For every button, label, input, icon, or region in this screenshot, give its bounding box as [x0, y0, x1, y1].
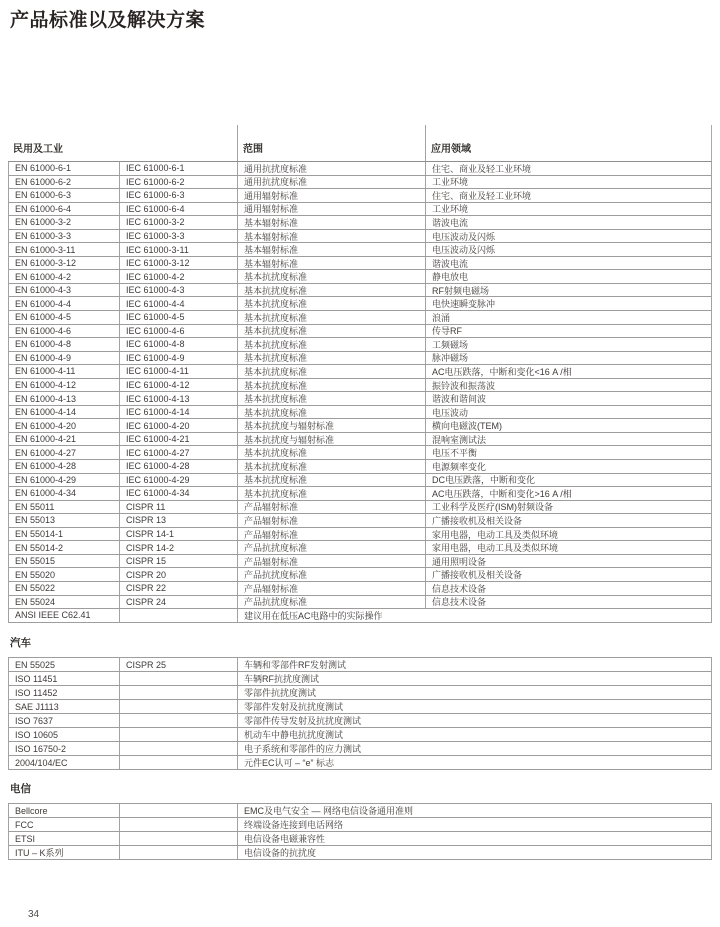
header-application-area: 应用领域	[425, 125, 711, 161]
table-row	[9, 257, 711, 271]
cell-en-standard: EN 61000-4-4	[15, 298, 72, 309]
section-label-telecom: 电信	[10, 783, 31, 795]
cell-scope: 基本辐射标准	[237, 230, 425, 243]
table-row	[9, 446, 711, 460]
table-row	[9, 474, 711, 488]
cell-en-standard: EN 61000-4-27	[15, 447, 77, 458]
table-row	[9, 203, 711, 217]
page-title: 产品标准以及解决方案	[10, 10, 206, 31]
table-row	[9, 582, 711, 596]
cell-iec-standard: IEC 61000-4-11	[119, 365, 237, 378]
cell-en-standard: EN 61000-6-1	[15, 163, 72, 174]
cell-en-standard: EN 61000-4-14	[15, 407, 77, 418]
cell-standard-alt	[119, 714, 237, 727]
cell-scope: 基本抗扰度标准	[237, 311, 425, 324]
cell-standard: FCC	[15, 819, 34, 830]
cell-standard: Bellcore	[15, 805, 48, 816]
cell-iec-standard: IEC 61000-6-3	[119, 189, 237, 202]
cell-en-standard: EN 61000-4-9	[15, 352, 72, 363]
table-row	[9, 419, 711, 433]
cell-en-standard: EN 55013	[15, 515, 56, 526]
cell-en-standard: EN 55014-2	[15, 542, 64, 553]
cell-iec-standard: IEC 61000-4-4	[119, 297, 237, 310]
table-row	[9, 568, 711, 582]
cell-standard: 2004/104/EC	[15, 757, 68, 768]
cell-en-standard: EN 61000-4-34	[15, 488, 77, 499]
cell-iec-standard: IEC 61000-3-2	[119, 216, 237, 229]
table-row	[9, 243, 711, 257]
table-row	[9, 392, 711, 406]
cell-application: 横向电磁波(TEM)	[425, 419, 711, 432]
cell-application: 电压波动及闪烁	[425, 230, 711, 243]
table-row	[9, 804, 711, 818]
cell-standard-alt	[119, 804, 237, 817]
cell-iec-standard: IEC 61000-6-1	[119, 162, 237, 175]
cell-en-standard: EN 55015	[15, 556, 56, 567]
cell-iec-standard: IEC 61000-4-8	[119, 338, 237, 351]
cell-application: 家用电器，电动工具及类似环境	[425, 541, 711, 554]
cell-iec-standard: CISPR 14-1	[119, 528, 237, 541]
standards-table-telecom	[8, 803, 712, 860]
cell-iec-standard: IEC 61000-4-14	[119, 406, 237, 419]
cell-iec-standard: IEC 61000-4-21	[119, 433, 237, 446]
cell-application: 信息技术设备	[425, 596, 711, 609]
cell-en-standard: EN 61000-6-2	[15, 176, 72, 187]
table-row	[9, 284, 711, 298]
table-row	[9, 338, 711, 352]
cell-description: 零部件传导发射及抗扰度测试	[237, 714, 711, 727]
cell-application: 浪涌	[425, 311, 711, 324]
cell-standard: ISO 7637	[15, 715, 54, 726]
cell-en-standard: EN 61000-3-3	[15, 231, 72, 241]
table-rows	[9, 162, 711, 609]
table-row	[9, 433, 711, 447]
cell-application: 静电放电	[425, 270, 711, 283]
cell-en-standard: EN 55024	[15, 596, 56, 607]
cell-scope: 产品抗扰度标准	[237, 541, 425, 554]
cell-standard-alt	[119, 742, 237, 755]
table-row	[9, 541, 711, 555]
cell-en-standard: EN 61000-4-21	[15, 434, 77, 445]
table-body	[8, 803, 712, 860]
table-body	[8, 162, 712, 623]
cell-en-standard: EN 61000-4-11	[15, 366, 76, 377]
cell-description: 车辆和零部件RF发射测试	[237, 658, 711, 671]
cell-scope: 产品抗扰度标准	[237, 568, 425, 581]
cell-scope: 基本抗扰度标准	[237, 352, 425, 365]
cell-application: 住宅、商业及轻工业环境	[425, 189, 711, 202]
cell-application: 谐波电流	[425, 216, 711, 229]
table-row	[9, 658, 711, 672]
cell-description: EMC及电气安全 — 网络电信设备通用准则	[237, 804, 711, 817]
table-row	[9, 555, 711, 569]
table-row	[9, 162, 711, 176]
cell-scope: 基本抗扰度标准	[237, 365, 425, 378]
cell-application: 住宅、商业及轻工业环境	[425, 162, 711, 175]
table-row	[9, 501, 711, 515]
cell-iec-standard: IEC 61000-3-3	[119, 230, 237, 243]
cell-en-standard: EN 61000-4-20	[15, 420, 77, 431]
cell-en-standard: EN 61000-6-3	[15, 190, 72, 201]
cell-application: 电压波动及闪烁	[425, 243, 711, 256]
table-row	[9, 728, 711, 742]
cell-iec-standard: CISPR 15	[119, 555, 237, 568]
cell-application: RF射频电磁场	[425, 284, 711, 297]
cell-application: 工业环境	[425, 176, 711, 189]
cell-en-standard: EN 61000-4-28	[15, 461, 77, 472]
cell-standard: SAE J1113	[15, 701, 59, 712]
cell-scope: 通用抗扰度标准	[237, 176, 425, 189]
cell-standard: ISO 11451	[15, 673, 58, 684]
cell-scope: 基本抗扰度标准	[237, 379, 425, 392]
table-header-row	[8, 125, 712, 162]
cell-standard: ISO 11452	[15, 687, 58, 698]
cell-en-standard: EN 55022	[15, 583, 56, 594]
cell-en-standard: ANSI IEEE C62.41	[15, 610, 91, 621]
cell-scope: 基本抗扰度标准	[237, 460, 425, 473]
cell-standard-alt	[119, 700, 237, 713]
cell-application: 广播接收机及相关设备	[425, 568, 711, 581]
cell-iec-standard: IEC 61000-4-28	[119, 460, 237, 473]
table-row	[9, 672, 711, 686]
cell-iec-standard: CISPR 13	[119, 514, 237, 527]
cell-application: 家用电器，电动工具及类似环境	[425, 528, 711, 541]
table-row	[9, 528, 711, 542]
cell-iec-standard: IEC 61000-4-27	[119, 446, 237, 459]
cell-application: 电压波动	[425, 406, 711, 419]
table-row	[9, 216, 711, 230]
cell-iec-standard: IEC 61000-4-13	[119, 392, 237, 405]
cell-iec-standard: IEC 61000-4-9	[119, 352, 237, 365]
cell-scope: 基本抗扰度标准	[237, 297, 425, 310]
cell-en-standard: EN 61000-4-13	[15, 393, 77, 404]
cell-standard-alt	[119, 686, 237, 699]
cell-application: 电快速瞬变脉冲	[425, 297, 711, 310]
cell-scope: 基本抗扰度标准	[237, 406, 425, 419]
table-row	[9, 714, 711, 728]
table-row	[9, 756, 711, 770]
cell-application: 混响室测试法	[425, 433, 711, 446]
cell-description: 零部件抗扰度测试	[237, 686, 711, 699]
table-row	[9, 352, 711, 366]
cell-iec-standard: IEC 61000-4-29	[119, 474, 237, 487]
cell-en-standard: EN 61000-4-5	[15, 312, 72, 323]
table-row	[9, 311, 711, 325]
cell-en-standard: EN 61000-4-3	[15, 285, 72, 296]
standards-table-automotive	[8, 657, 712, 770]
cell-description: 电信设备的抗扰度	[237, 846, 711, 859]
table-row	[9, 230, 711, 244]
cell-application: 电源频率变化	[425, 460, 711, 473]
cell-iec-standard: IEC 61000-6-2	[119, 176, 237, 189]
cell-scope: 基本辐射标准	[237, 257, 425, 270]
table-row	[9, 596, 711, 610]
cell-description: 零部件发射及抗扰度测试	[237, 700, 711, 713]
cell-scope: 产品辐射标准	[237, 582, 425, 595]
cell-standard: ISO 16750-2	[15, 743, 67, 754]
cell-application: 传导RF	[425, 325, 711, 338]
cell-scope: 通用辐射标准	[237, 189, 425, 202]
table-row	[9, 176, 711, 190]
cell-scope: 产品辐射标准	[237, 501, 425, 514]
cell-scope: 基本抗扰度标准	[237, 474, 425, 487]
cell-iec-standard: CISPR 14-2	[119, 541, 237, 554]
cell-application: 工业环境	[425, 203, 711, 216]
cell-iec-standard: CISPR 22	[119, 582, 237, 595]
cell-application: 谐波电流	[425, 257, 711, 270]
section-label-automotive: 汽车	[10, 637, 31, 649]
cell-application: 电压不平衡	[425, 446, 711, 459]
table-row	[9, 406, 711, 420]
cell-scope: 产品辐射标准	[237, 514, 425, 527]
cell-iec-standard: IEC 61000-3-11	[119, 243, 237, 256]
cell-iec-standard: CISPR 20	[119, 568, 237, 581]
cell-standard-alt: CISPR 25	[119, 658, 237, 671]
table-row	[9, 297, 711, 311]
cell-scope: 基本抗扰度标准	[237, 338, 425, 351]
table-row	[9, 514, 711, 528]
cell-application: 广播接收机及相关设备	[425, 514, 711, 527]
cell-scope: 通用辐射标准	[237, 203, 425, 216]
cell-scope: 基本抗扰度标准	[237, 487, 425, 500]
cell-description: 机动车中静电抗扰度测试	[237, 728, 711, 741]
table-row	[9, 365, 711, 379]
cell-application: 通用照明设备	[425, 555, 711, 568]
cell-en-standard: EN 61000-4-29	[15, 474, 77, 485]
cell-en-standard: EN 61000-3-11	[15, 244, 76, 255]
cell-application: 信息技术设备	[425, 582, 711, 595]
cell-standard: ISO 10605	[15, 729, 59, 740]
table-row	[9, 818, 711, 832]
cell-standard: ITU – K系列	[15, 848, 64, 858]
table-row	[9, 487, 711, 501]
cell-en-standard: EN 61000-6-4	[15, 203, 72, 214]
cell-en-standard: EN 61000-3-12	[15, 258, 77, 269]
cell-scope: 基本抗扰度标准	[237, 284, 425, 297]
cell-iec-standard: CISPR 11	[119, 501, 237, 514]
cell-iec-standard: IEC 61000-4-12	[119, 379, 237, 392]
cell-iec-standard: IEC 61000-4-2	[119, 270, 237, 283]
cell-en-standard: EN 55011	[15, 501, 55, 512]
cell-scope: 基本抗扰度与辐射标准	[237, 433, 425, 446]
cell-application: 振铃波和振荡波	[425, 379, 711, 392]
cell-application: 工业科学及医疗(ISM)射频设备	[425, 501, 711, 514]
cell-scope: 产品辐射标准	[237, 555, 425, 568]
cell-iec-standard: IEC 61000-4-3	[119, 284, 237, 297]
cell-iec-standard: IEC 61000-4-34	[119, 487, 237, 500]
cell-application: AC电压跌落，中断和变化<16 A /相	[425, 365, 711, 378]
table-row	[9, 686, 711, 700]
cell-scope: 基本抗扰度标准	[237, 446, 425, 459]
cell-standard-alt	[119, 756, 237, 769]
table-row	[9, 742, 711, 756]
cell-iec-standard: IEC 61000-6-4	[119, 203, 237, 216]
cell-en-standard: EN 61000-3-2	[15, 217, 72, 228]
cell-scope: 基本辐射标准	[237, 216, 425, 229]
cell-standard-alt	[119, 846, 237, 859]
table-body	[8, 657, 712, 770]
cell-iec-standard: IEC 61000-4-20	[119, 419, 237, 432]
table-row	[9, 460, 711, 474]
header-scope: 范围	[237, 125, 425, 161]
cell-application: AC电压跌落，中断和变化>16 A /相	[425, 487, 711, 500]
table-row	[9, 325, 711, 339]
cell-iec-standard: IEC 61000-3-12	[119, 257, 237, 270]
cell-scope: 通用抗扰度标准	[237, 162, 425, 175]
table-row	[9, 189, 711, 203]
cell-scope: 基本抗扰度标准	[237, 325, 425, 338]
table-row	[9, 700, 711, 714]
cell-description: 元件EC认可 – “e” 标志	[237, 756, 711, 769]
cell-iec-standard: IEC 61000-4-6	[119, 325, 237, 338]
table-row	[9, 846, 711, 860]
cell-scope: 基本抗扰度与辐射标准	[237, 419, 425, 432]
cell-scope: 基本抗扰度标准	[237, 270, 425, 283]
cell-en-standard: EN 61000-4-8	[15, 339, 72, 350]
cell-scope: 产品抗扰度标准	[237, 596, 425, 609]
cell-scope: 建议用在低压AC电路中的实际操作	[237, 609, 711, 622]
cell-application: 谐波和谐间波	[425, 392, 711, 405]
cell-standard: ETSI	[15, 833, 36, 844]
cell-application: DC电压跌落，中断和变化	[425, 474, 711, 487]
cell-iec-standard	[119, 609, 237, 622]
cell-iec-standard: IEC 61000-4-5	[119, 311, 237, 324]
cell-description: 电信设备电磁兼容性	[237, 832, 711, 845]
cell-application: 工频磁场	[425, 338, 711, 351]
table-row	[9, 379, 711, 393]
table-row	[9, 832, 711, 846]
cell-en-standard: EN 61000-4-6	[15, 325, 72, 336]
cell-scope: 产品辐射标准	[237, 528, 425, 541]
cell-standard-alt	[119, 672, 237, 685]
cell-standard-alt	[119, 818, 237, 831]
cell-iec-standard: CISPR 24	[119, 596, 237, 609]
cell-standard: EN 55025	[15, 659, 56, 670]
standards-table-civil-industrial	[8, 125, 712, 623]
table-row	[9, 270, 711, 284]
cell-scope: 基本抗扰度标准	[237, 392, 425, 405]
cell-scope: 基本辐射标准	[237, 243, 425, 256]
cell-standard-alt	[119, 832, 237, 845]
cell-standard-alt	[119, 728, 237, 741]
table-row-ansi	[9, 609, 711, 623]
cell-en-standard: EN 61000-4-2	[15, 271, 72, 282]
cell-application: 脉冲磁场	[425, 352, 711, 365]
cell-en-standard: EN 55020	[15, 569, 56, 580]
cell-en-standard: EN 55014-1	[15, 529, 64, 540]
cell-description: 电子系统和零部件的应力测试	[237, 742, 711, 755]
header-civil-industrial: 民用及工业	[13, 144, 63, 155]
cell-en-standard: EN 61000-4-12	[15, 380, 77, 391]
cell-description: 终端设备连接到电话网络	[237, 818, 711, 831]
cell-description: 车辆RF抗扰度测试	[237, 672, 711, 685]
page-number: 34	[28, 909, 40, 920]
